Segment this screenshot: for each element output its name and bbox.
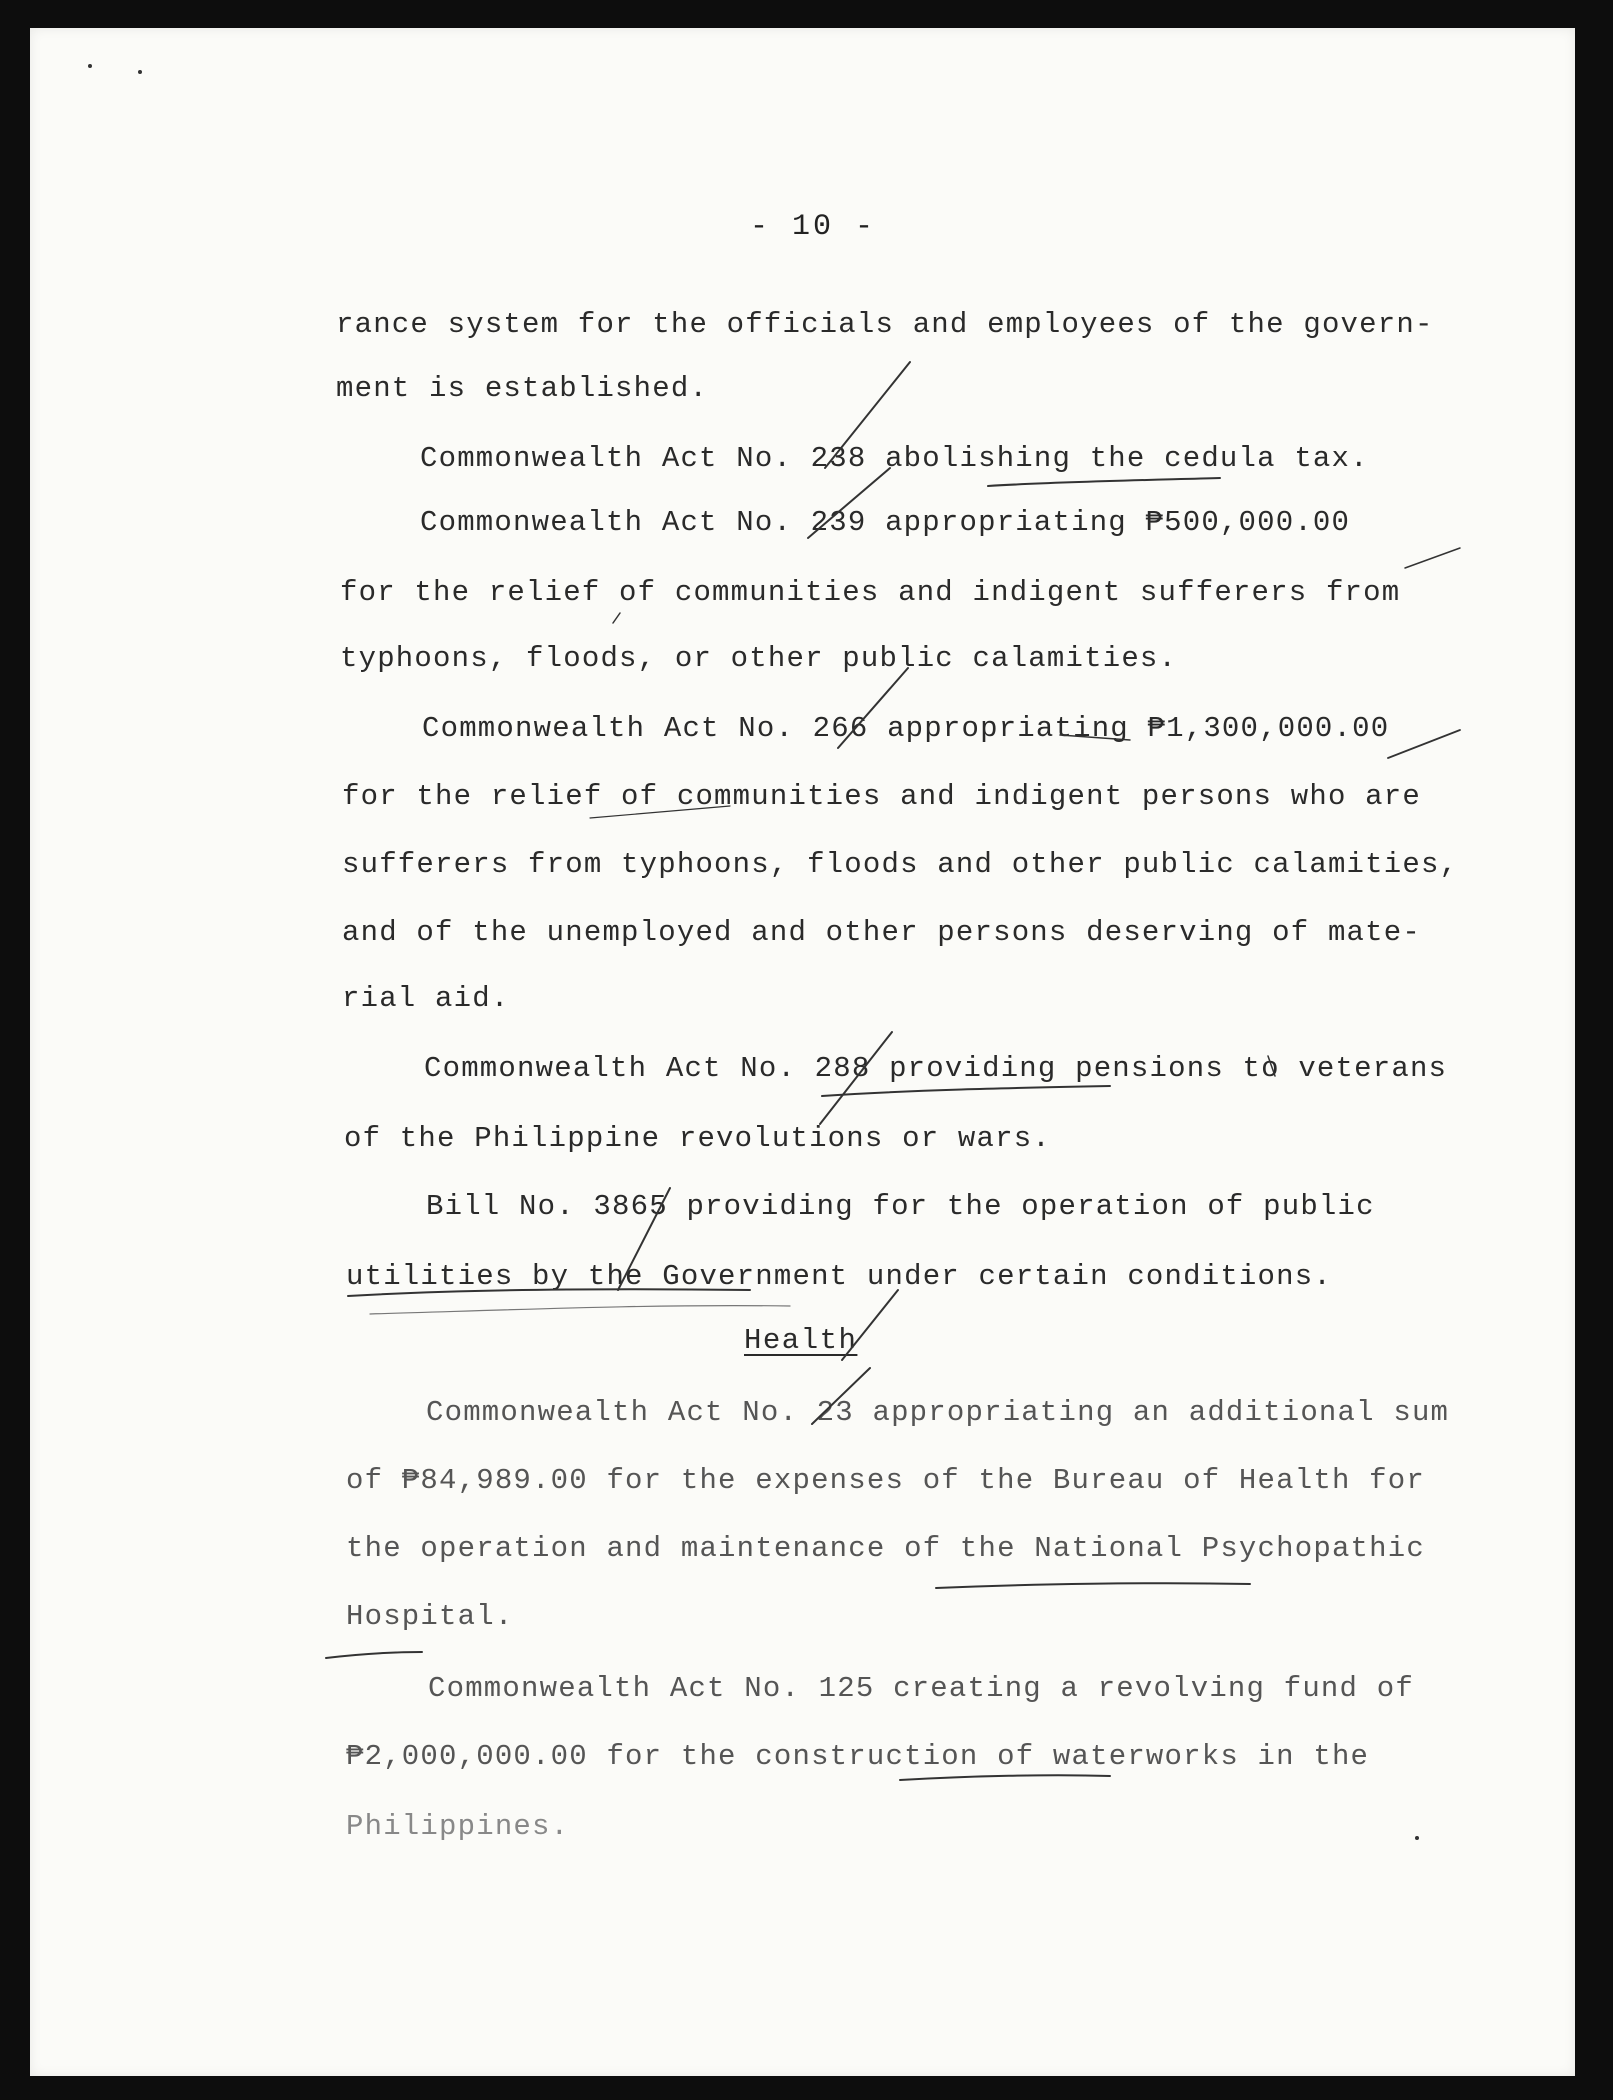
text-line: sufferers from typhoons, floods and other public calamities, <box>342 848 1459 881</box>
text-line: of the Philippine revolutions or wars. <box>344 1122 1051 1155</box>
section-heading: Health <box>744 1324 858 1357</box>
underline-mark <box>900 1775 1110 1780</box>
underline-mark <box>988 478 1220 486</box>
paper-speck <box>1415 1836 1419 1840</box>
page-number: - 10 - <box>750 210 877 244</box>
text-line: typhoons, floods, or other public calamities. <box>340 642 1178 675</box>
pencil-stroke <box>613 613 620 623</box>
text-line: Commonwealth Act No. 266 appropriating ₱1,300,000.00 <box>422 712 1390 745</box>
underline-mark <box>822 1086 1110 1096</box>
margin-tick <box>1405 548 1460 568</box>
paper-speck <box>88 64 92 68</box>
text-line: Commonwealth Act No. 288 providing pensions to veterans <box>424 1052 1448 1085</box>
text-line: Commonwealth Act No. 125 creating a revolving fund of <box>428 1672 1414 1705</box>
text-line: rance system for the officials and employees of the govern- <box>336 308 1434 341</box>
document-page <box>30 28 1575 2076</box>
text-line: ₱2,000,000.00 for the construction of waterworks in the <box>346 1740 1370 1773</box>
text-line: Commonwealth Act No. 23 appropriating an additional sum <box>426 1396 1450 1429</box>
text-line: Bill No. 3865 providing for the operation of public <box>426 1190 1375 1223</box>
margin-tick <box>1388 730 1460 758</box>
underline-mark <box>936 1583 1250 1588</box>
pencil-stroke <box>370 1306 790 1314</box>
text-line: the operation and maintenance of the National Psychopathic <box>346 1532 1425 1565</box>
text-line: for the relief of communities and indigent persons who are <box>342 780 1421 813</box>
text-line: Commonwealth Act No. 239 appropriating ₱500,000.00 <box>420 506 1351 539</box>
underline-mark <box>326 1652 422 1658</box>
text-line: of ₱84,989.00 for the expenses of the Bureau of Health for <box>346 1464 1425 1497</box>
text-line: utilities by the Government under certain conditions. <box>346 1260 1332 1293</box>
text-line: and of the unemployed and other persons deserving of mate- <box>342 916 1421 949</box>
text-line: ment is established. <box>336 372 709 405</box>
text-line: Hospital. <box>346 1600 514 1633</box>
text-line: Commonwealth Act No. 238 abolishing the cedula tax. <box>420 442 1369 475</box>
paper-speck <box>138 70 142 74</box>
text-line: for the relief of communities and indigent sufferers from <box>340 576 1401 609</box>
text-line: rial aid. <box>342 982 510 1015</box>
text-line: Philippines. <box>346 1810 570 1843</box>
